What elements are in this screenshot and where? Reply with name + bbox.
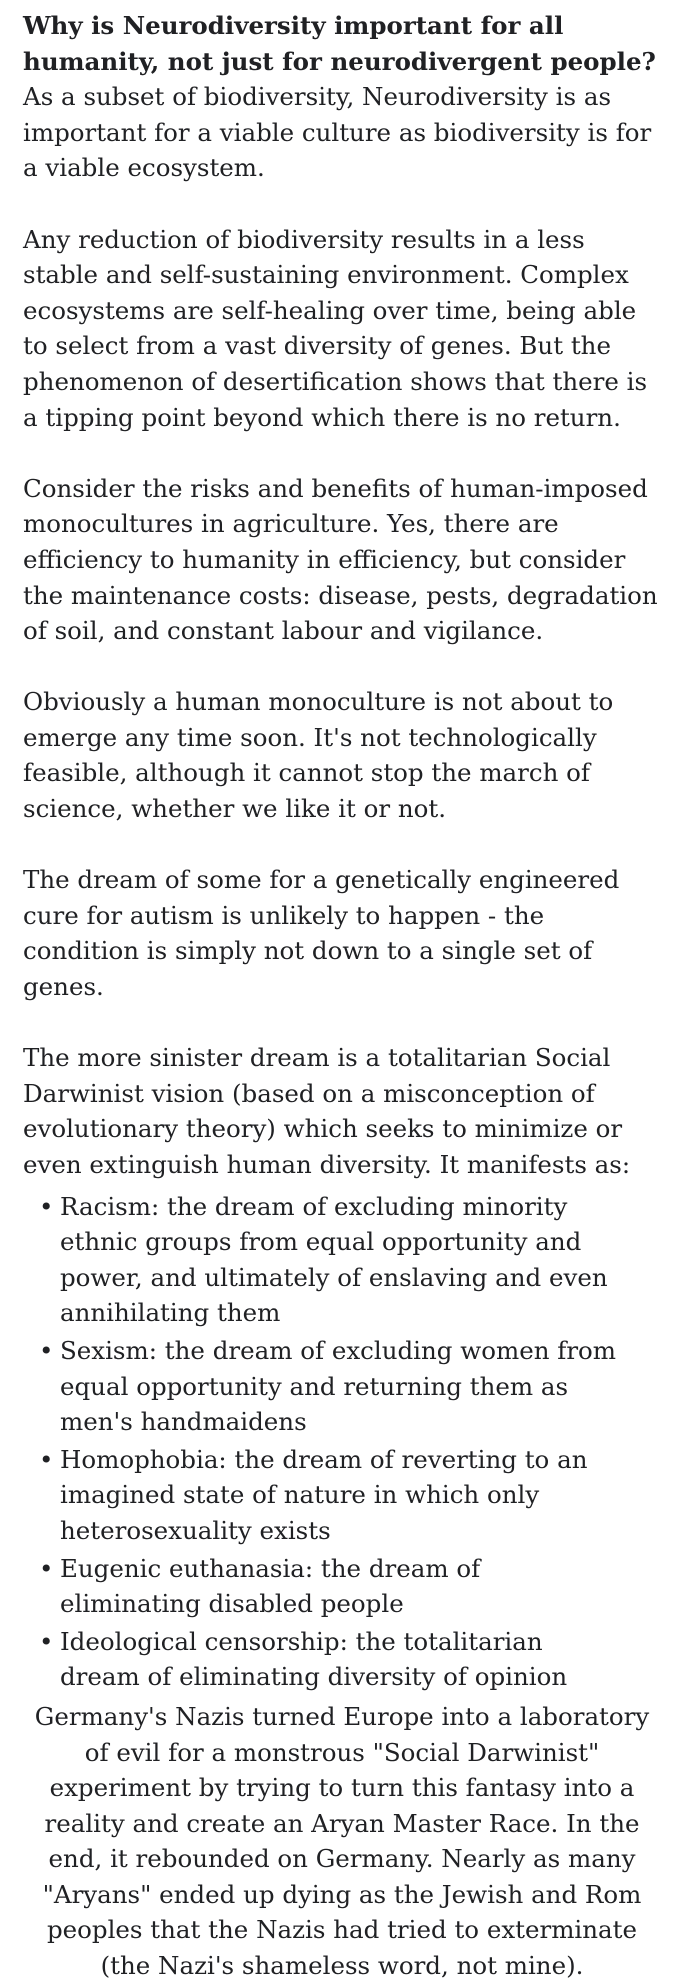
bullet-icon: •	[39, 1191, 54, 1221]
closing-paragraph: Germany's Nazis turned Europe into a laboratory of evil for a monstrous "Social Darwinist" experiment by trying to turn this fantasy into a reality and create an Aryan Master Race. In the end, it rebounded on Germany. Nearly as many "Aryans" ended up dying as the Jewish and Rom peoples that the Nazis had tried to exterminate (the Nazi's shameless word, not mine).	[34, 1701, 650, 1981]
bullet-icon: •	[39, 1553, 54, 1583]
bullet-icon: •	[39, 1626, 54, 1656]
article-title: Why is Neurodiversity important for all humanity, not just for neurodivergent people?	[23, 11, 656, 76]
paragraph-social-darwinism: The more sinister dream is a totalitarian Social Darwinist vision (based on a misconception of evolutionary theory) which seeks to minimize or even extinguish human diversity. It manifests as:	[23, 1043, 631, 1179]
list-item-text: Racism: the dream of excluding minority ethnic groups from equal opportunity and power, and ultimately of enslaving and even annihilating them	[60, 1191, 608, 1328]
list-item	[23, 1189, 665, 1331]
bullet-icon: •	[39, 1444, 54, 1474]
manifestations-list	[23, 1189, 665, 1695]
list-item-text: Ideological censorship: the totalitarian dream of eliminating diversity of opinion	[60, 1626, 568, 1692]
paragraph-human-monoculture: Obviously a human monoculture is not about to emerge any time soon. It's not technologically feasible, although it cannot stop the march of science, whether we like it or not.	[23, 687, 614, 824]
list-item-text: Sexism: the dream of excluding women from equal opportunity and returning them as men's handmaidens	[60, 1335, 617, 1437]
list-item	[23, 1551, 665, 1622]
list-item	[23, 1442, 665, 1549]
paragraph-biodiversity-subset: As a subset of biodiversity, Neurodiversity is as important for a viable culture as biodiversity is for a viable ecosystem.	[23, 82, 652, 183]
list-item	[23, 1333, 665, 1440]
paragraph-biodiversity-reduction: Any reduction of biodiversity results in a less stable and self-sustaining environment. Complex ecosystems are self-healing over time, being able to select from a vast diversity of genes. But the phenomenon of desertification shows that there is a tipping point beyond which there is no return.	[23, 224, 648, 432]
paragraph-monocultures: Consider the risks and benefits of human-imposed monocultures in agriculture. Yes, there are efficiency to humanity in efficiency, but consider the maintenance costs: disease, pests, degradation of soil, and constant labour and vigilance.	[23, 473, 658, 646]
list-item-text: Homophobia: the dream of reverting to an imagined state of nature in which only heterosexuality exists	[60, 1444, 588, 1545]
paragraph-genetic-cure: The dream of some for a genetically engineered cure for autism is unlikely to happen - the condition is simply not down to a single set of genes.	[23, 865, 620, 1002]
bullet-icon: •	[39, 1335, 54, 1365]
list-item-text: Eugenic euthanasia: the dream of eliminating disabled people	[60, 1553, 481, 1619]
list-item	[23, 1624, 665, 1695]
